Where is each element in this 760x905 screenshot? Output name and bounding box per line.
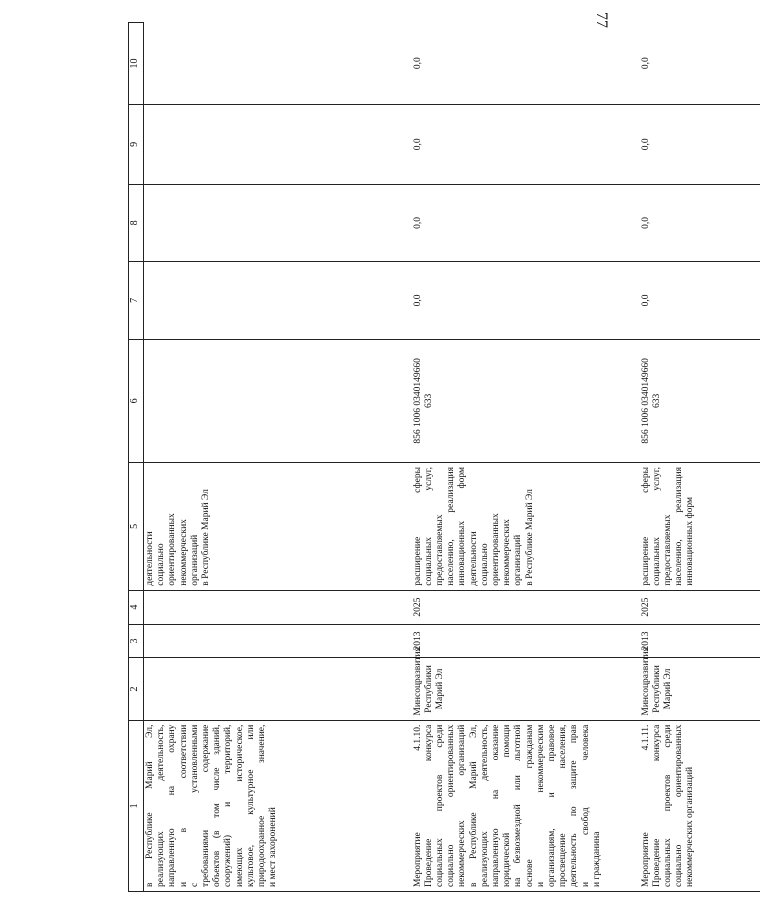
cell-col4: 2025 bbox=[412, 590, 640, 624]
cell-col7 bbox=[144, 262, 412, 340]
cell-text-line: 633 bbox=[423, 393, 434, 408]
cell-text-line: предоставляемых bbox=[662, 514, 673, 586]
cell-col2 bbox=[144, 658, 412, 720]
cell-col5 bbox=[640, 463, 760, 591]
cell-text-line: культовое, культурное или bbox=[245, 724, 256, 887]
cell-text-line: и некоммерческим bbox=[535, 724, 546, 887]
page-number: 77 bbox=[593, 12, 610, 28]
cell-col4 bbox=[144, 590, 412, 624]
cell-text-line: Проведение конкурса bbox=[423, 724, 434, 887]
cell-text-line: деятельности bbox=[145, 531, 155, 586]
cell-text-line: некоммерческих организаций bbox=[685, 766, 696, 887]
cell-text-line: Марий Эл bbox=[434, 668, 445, 710]
cell-text-line: ориентированных bbox=[490, 513, 501, 586]
cell-text-line: населению, реализация bbox=[446, 467, 457, 586]
cell-col8: 0,0 bbox=[412, 184, 640, 262]
cell-text-line: Республики bbox=[423, 665, 434, 713]
rotated-sheet bbox=[128, 22, 718, 892]
cell-text-line: некоммерческих bbox=[502, 519, 513, 586]
column-header: 10 bbox=[129, 23, 144, 105]
cell-text-line: некоммерческих организаций bbox=[457, 724, 468, 887]
program-table bbox=[128, 22, 760, 892]
cell-text-line: реализующих деятельность, bbox=[156, 724, 167, 887]
cell-text-line: сооружений) и территорий, bbox=[223, 724, 234, 887]
cell-col8 bbox=[144, 184, 412, 262]
cell-col6 bbox=[144, 339, 412, 462]
cell-text-line: в Республике Марий Эл, bbox=[468, 724, 479, 887]
cell-col6 bbox=[640, 339, 760, 462]
cell-text-line: Минсоцразвития bbox=[640, 647, 651, 716]
cell-text-line: просвещение населения, bbox=[558, 724, 569, 887]
cell-text-line: социально bbox=[479, 543, 490, 586]
cell-text-line: расширение сферы bbox=[412, 467, 423, 586]
cell-text-line: и свобод человека bbox=[580, 724, 591, 887]
table-row bbox=[144, 23, 412, 892]
cell-text-line: социально ориентированных bbox=[446, 724, 457, 887]
table-row bbox=[640, 23, 760, 892]
cell-text-line: и гражданина bbox=[591, 831, 602, 887]
column-header-row bbox=[129, 23, 144, 892]
cell-text-line: имеющих историческое, bbox=[234, 724, 245, 887]
column-header: 4 bbox=[129, 590, 144, 624]
cell-text-line: Проведение конкурса bbox=[651, 724, 662, 887]
cell-text-line: реализующих деятельность, bbox=[479, 724, 490, 887]
cell-text-line: направленную на оказание bbox=[490, 724, 501, 887]
cell-text-line: социально ориентированных bbox=[674, 724, 685, 887]
cell-text-line: ориентированных bbox=[167, 513, 178, 586]
cell-col3: 2013 bbox=[640, 624, 760, 658]
cell-text-line: социальных услуг, bbox=[651, 467, 662, 586]
cell-col9 bbox=[144, 104, 412, 184]
cell-text-line: населению, реализация bbox=[674, 467, 685, 586]
cell-text-line: природоохранное значение, bbox=[257, 724, 268, 887]
cell-col2 bbox=[412, 647, 640, 720]
cell-text-line: направленную на охрану bbox=[167, 724, 178, 887]
cell-col2 bbox=[640, 647, 760, 720]
column-header: 7 bbox=[129, 262, 144, 340]
cell-col1 bbox=[640, 720, 760, 891]
cell-col5 bbox=[144, 463, 412, 591]
cell-col5 bbox=[412, 463, 640, 591]
cell-col10: 0,0 bbox=[412, 23, 640, 105]
column-header: 3 bbox=[129, 624, 144, 658]
cell-col1 bbox=[412, 720, 640, 891]
cell-text-line: деятельности bbox=[468, 531, 479, 586]
cell-text-line: Минсоцразвития bbox=[412, 647, 423, 716]
cell-col3: 2013 bbox=[412, 624, 640, 658]
cell-text-line: основе гражданам bbox=[524, 724, 535, 887]
cell-text-line: организаций bbox=[513, 534, 524, 586]
cell-text-line: объектов (в том числе зданий, bbox=[212, 724, 223, 887]
cell-text-line: в Республике Марий Эл, bbox=[145, 724, 155, 887]
cell-text-line: расширение сферы bbox=[640, 467, 651, 586]
cell-text-line: в Республике Марий Эл bbox=[524, 489, 535, 586]
cell-text-line: инновационных форм bbox=[685, 497, 696, 586]
column-header: 5 bbox=[129, 463, 144, 591]
cell-text-line: социальных услуг, bbox=[423, 467, 434, 586]
cell-col9: 0,0 bbox=[640, 104, 760, 184]
cell-text-line: и мест захоронений bbox=[268, 807, 279, 887]
column-header: 2 bbox=[129, 658, 144, 720]
table-row bbox=[412, 23, 640, 892]
cell-text-line: деятельность по защите прав bbox=[569, 724, 580, 887]
cell-text-line: в Республике Марий Эл bbox=[201, 489, 212, 586]
cell-col4: 2025 bbox=[640, 590, 760, 624]
cell-col7: 0,0 bbox=[640, 262, 760, 340]
cell-text-line: требованиями содержание bbox=[201, 724, 212, 887]
cell-col10: 0,0 bbox=[640, 23, 760, 105]
cell-col9: 0,0 bbox=[412, 104, 640, 184]
cell-text-line: организациям, и правовое bbox=[546, 724, 557, 887]
cell-col6 bbox=[412, 339, 640, 462]
cell-text-line: Республики bbox=[651, 665, 662, 713]
cell-text-line: Мероприятие 4.1.11. bbox=[640, 724, 651, 887]
cell-text-line: 856 1006 0340149660 bbox=[412, 358, 423, 444]
cell-col3 bbox=[144, 624, 412, 658]
column-header: 9 bbox=[129, 104, 144, 184]
cell-text-line: социально bbox=[156, 543, 167, 586]
cell-text-line: предоставляемых bbox=[434, 514, 445, 586]
cell-text-line: с установленными bbox=[189, 724, 200, 887]
column-header: 8 bbox=[129, 184, 144, 262]
cell-text-line: организаций bbox=[189, 534, 200, 586]
cell-text-line: и в соответствии bbox=[178, 724, 189, 887]
cell-col1 bbox=[144, 720, 412, 891]
cell-col7: 0,0 bbox=[412, 262, 640, 340]
column-header: 6 bbox=[129, 339, 144, 462]
cell-text-line: социальных проектов среди bbox=[662, 724, 673, 887]
column-header: 1 bbox=[129, 720, 144, 891]
cell-text-line: 633 bbox=[651, 393, 662, 408]
cell-text-line: инновационных форм bbox=[457, 467, 468, 586]
cell-text-line: 856 1006 0340149660 bbox=[640, 358, 651, 444]
cell-text-line: Марий Эл bbox=[662, 668, 673, 710]
cell-col8: 0,0 bbox=[640, 184, 760, 262]
cell-text-line: на безвозмездной или льготной bbox=[513, 724, 524, 887]
cell-col10 bbox=[144, 23, 412, 105]
cell-text-line: социальных проектов среди bbox=[434, 724, 445, 887]
cell-text-line: Мероприятие 4.1.10. bbox=[412, 724, 423, 887]
cell-text-line: некоммерческих bbox=[178, 519, 189, 586]
cell-text-line: юридической помощи bbox=[502, 724, 513, 887]
